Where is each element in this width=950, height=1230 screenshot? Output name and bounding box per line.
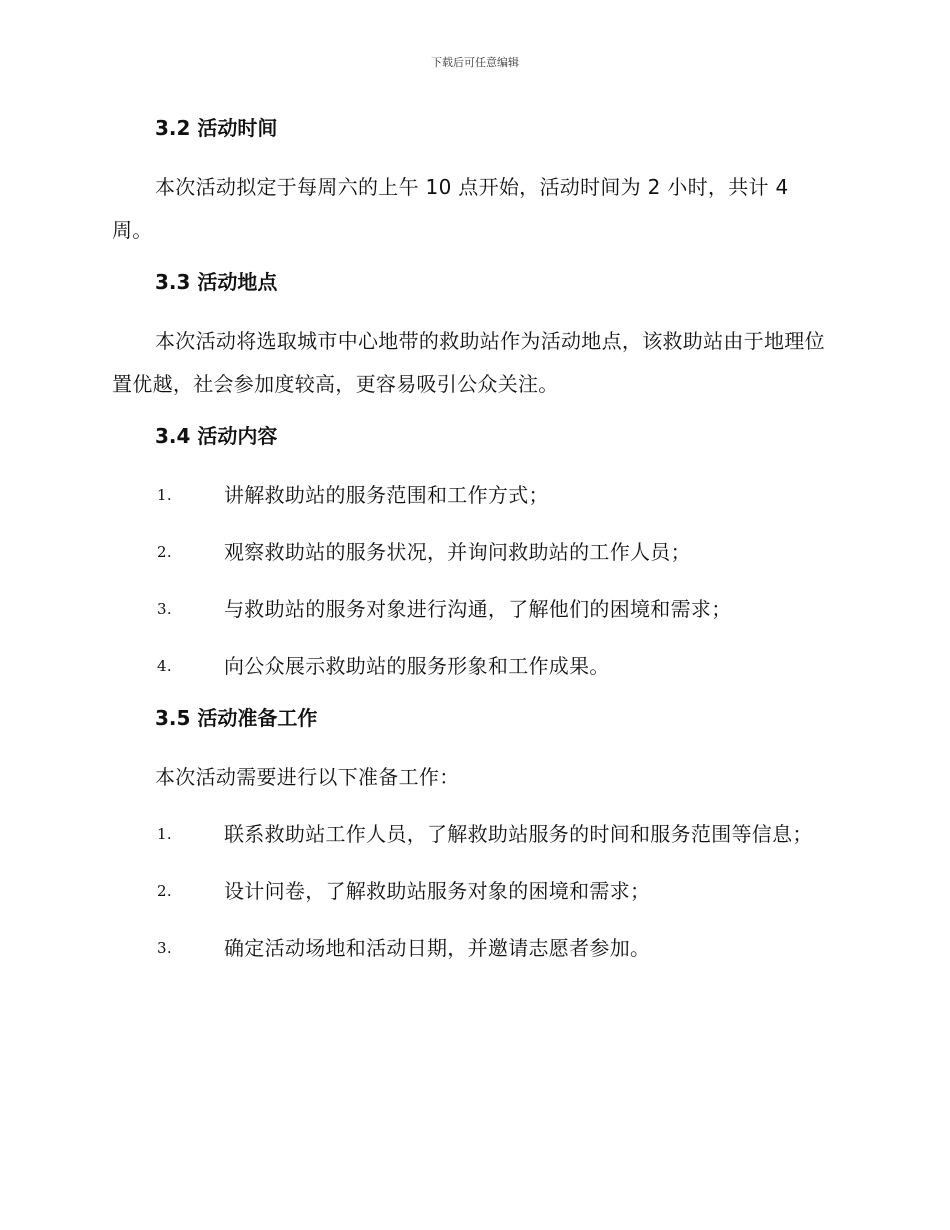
list-item-number: 3. [157, 600, 172, 618]
document-body [112, 112, 832, 970]
paragraph-preparation-intro: 本次活动需要进行以下准备工作： [155, 765, 460, 789]
list-item [112, 927, 832, 970]
header-note: 下载后可任意编辑 [431, 56, 519, 69]
list-item-number: 1. [157, 486, 172, 504]
list-item-text: 确定活动场地和活动日期，并邀请志愿者参加。 [224, 936, 651, 960]
list-item-text: 联系救助站工作人员，了解救助站服务的时间和服务范围等信息； [224, 822, 813, 846]
list-item-text: 与救助站的服务对象进行沟通，了解他们的困境和需求； [224, 597, 732, 621]
list-item-text: 设计问卷，了解救助站服务对象的困境和需求； [224, 879, 651, 903]
list-item-number: 2. [157, 543, 172, 561]
list-item [112, 474, 832, 517]
list-item-number: 1. [157, 825, 172, 843]
list-item-text: 向公众展示救助站的服务形象和工作成果。 [224, 654, 610, 678]
list-item [112, 588, 832, 631]
heading-3-3: 3.3 活动地点 [155, 270, 278, 294]
list-item [112, 645, 832, 688]
heading-3-4: 3.4 活动内容 [155, 424, 278, 448]
list-item [112, 813, 832, 856]
list-item [112, 531, 832, 574]
heading-3-5: 3.5 活动准备工作 [155, 706, 318, 730]
paragraph-activity-location: 本次活动将选取城市中心地带的救助站作为活动地点，该救助站由于地理位置优越，社会参加度较高，更容易吸引公众关注。 [112, 329, 825, 396]
list-item-text: 观察救助站的服务状况，并询问救助站的工作人员； [224, 540, 691, 564]
list-item-number: 3. [157, 939, 172, 957]
heading-3-2: 3.2 活动时间 [155, 116, 278, 140]
paragraph-activity-time: 本次活动拟定于每周六的上午 10 点开始，活动时间为 2 小时，共计 4 周。 [112, 175, 789, 242]
list-item [112, 870, 832, 913]
list-item-number: 4. [157, 657, 172, 675]
list-item-text: 讲解救助站的服务范围和工作方式； [224, 483, 549, 507]
list-item-number: 2. [157, 882, 172, 900]
